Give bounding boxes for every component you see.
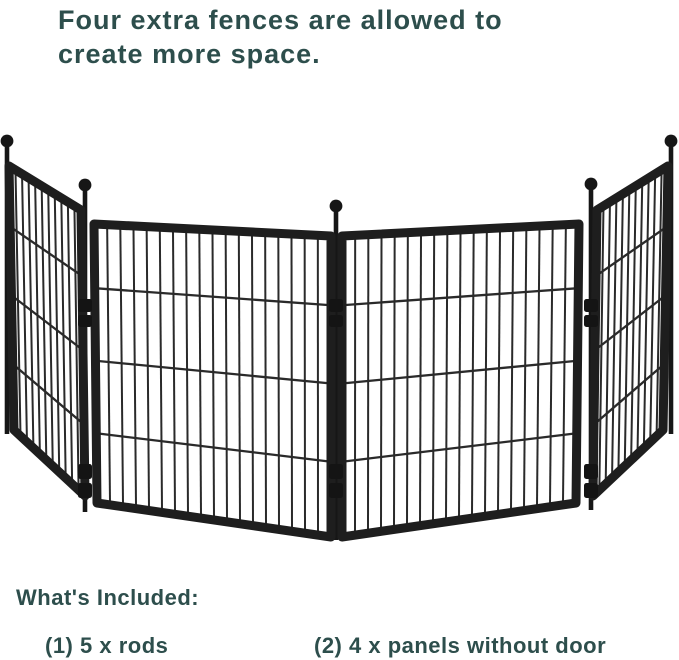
included-title: What's Included: — [16, 585, 200, 610]
included-item-rods: (1) 5 x rods — [45, 633, 169, 658]
headline-line2: create more space. — [58, 39, 321, 69]
headline-line1: Four extra fences are allowed to — [58, 5, 503, 35]
included-item-panels: (2) 4 x panels without door — [314, 633, 607, 658]
